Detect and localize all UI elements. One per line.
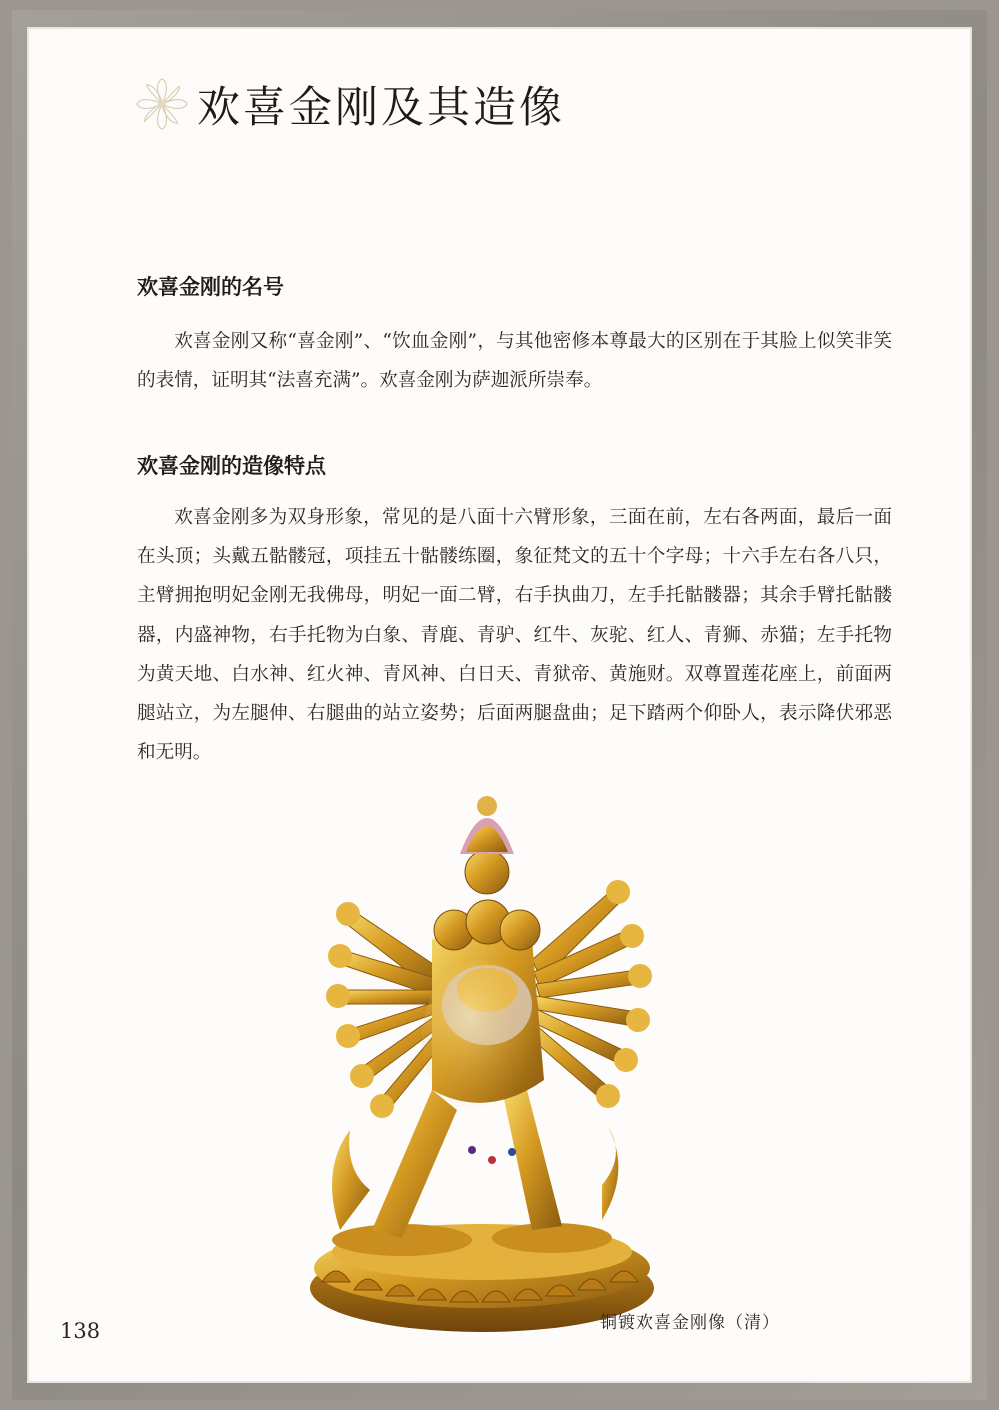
title-block <box>133 70 565 138</box>
paragraph-name: 欢喜金刚又称“喜金刚”、“饮血金刚”，与其他密修本尊最大的区别在于其脸上似笑非笑的表情，证明其“法喜充满”。欢喜金刚为萨迦派所崇奉。 <box>137 331 892 392</box>
figure-caption: 铜镀欢喜金刚像（清） <box>600 1313 780 1333</box>
page-title: 欢喜金刚及其造像 <box>197 82 565 133</box>
section-heading-iconography: 欢喜金刚的造像特点 <box>137 454 326 478</box>
flower-ornament-icon <box>133 75 191 133</box>
section-heading-name: 欢喜金刚的名号 <box>137 275 284 299</box>
page-number: 138 <box>60 1319 101 1343</box>
hevajra-statue-icon <box>282 790 682 1350</box>
statue-photo <box>282 790 682 1350</box>
paragraph-iconography: 欢喜金刚多为双身形象，常见的是八面十六臂形象，三面在前，左右各两面，最后一面在头顶；头戴五骷髅冠，项挂五十骷髅练圈，象征梵文的五十个字母；十六手左右各八只，主臂拥抱明妃金刚无我佛母，明妃一面二臂，右手执曲刀，左手托骷髅器；其余手臂托骷髅器，内盛神物，右手托物为白象、青鹿、青驴、红牛、灰驼、红人、青狮、赤猫；左手托物为黄天地、白水神、红火神、青风神、白日天、青狱帝、黄施财。双尊置莲花座上，前面两腿站立，为左腿伸、右腿曲的站立姿势；后面两腿盘曲；足下踏两个仰卧人，表示降伏邪恶和无明。 <box>137 507 892 764</box>
